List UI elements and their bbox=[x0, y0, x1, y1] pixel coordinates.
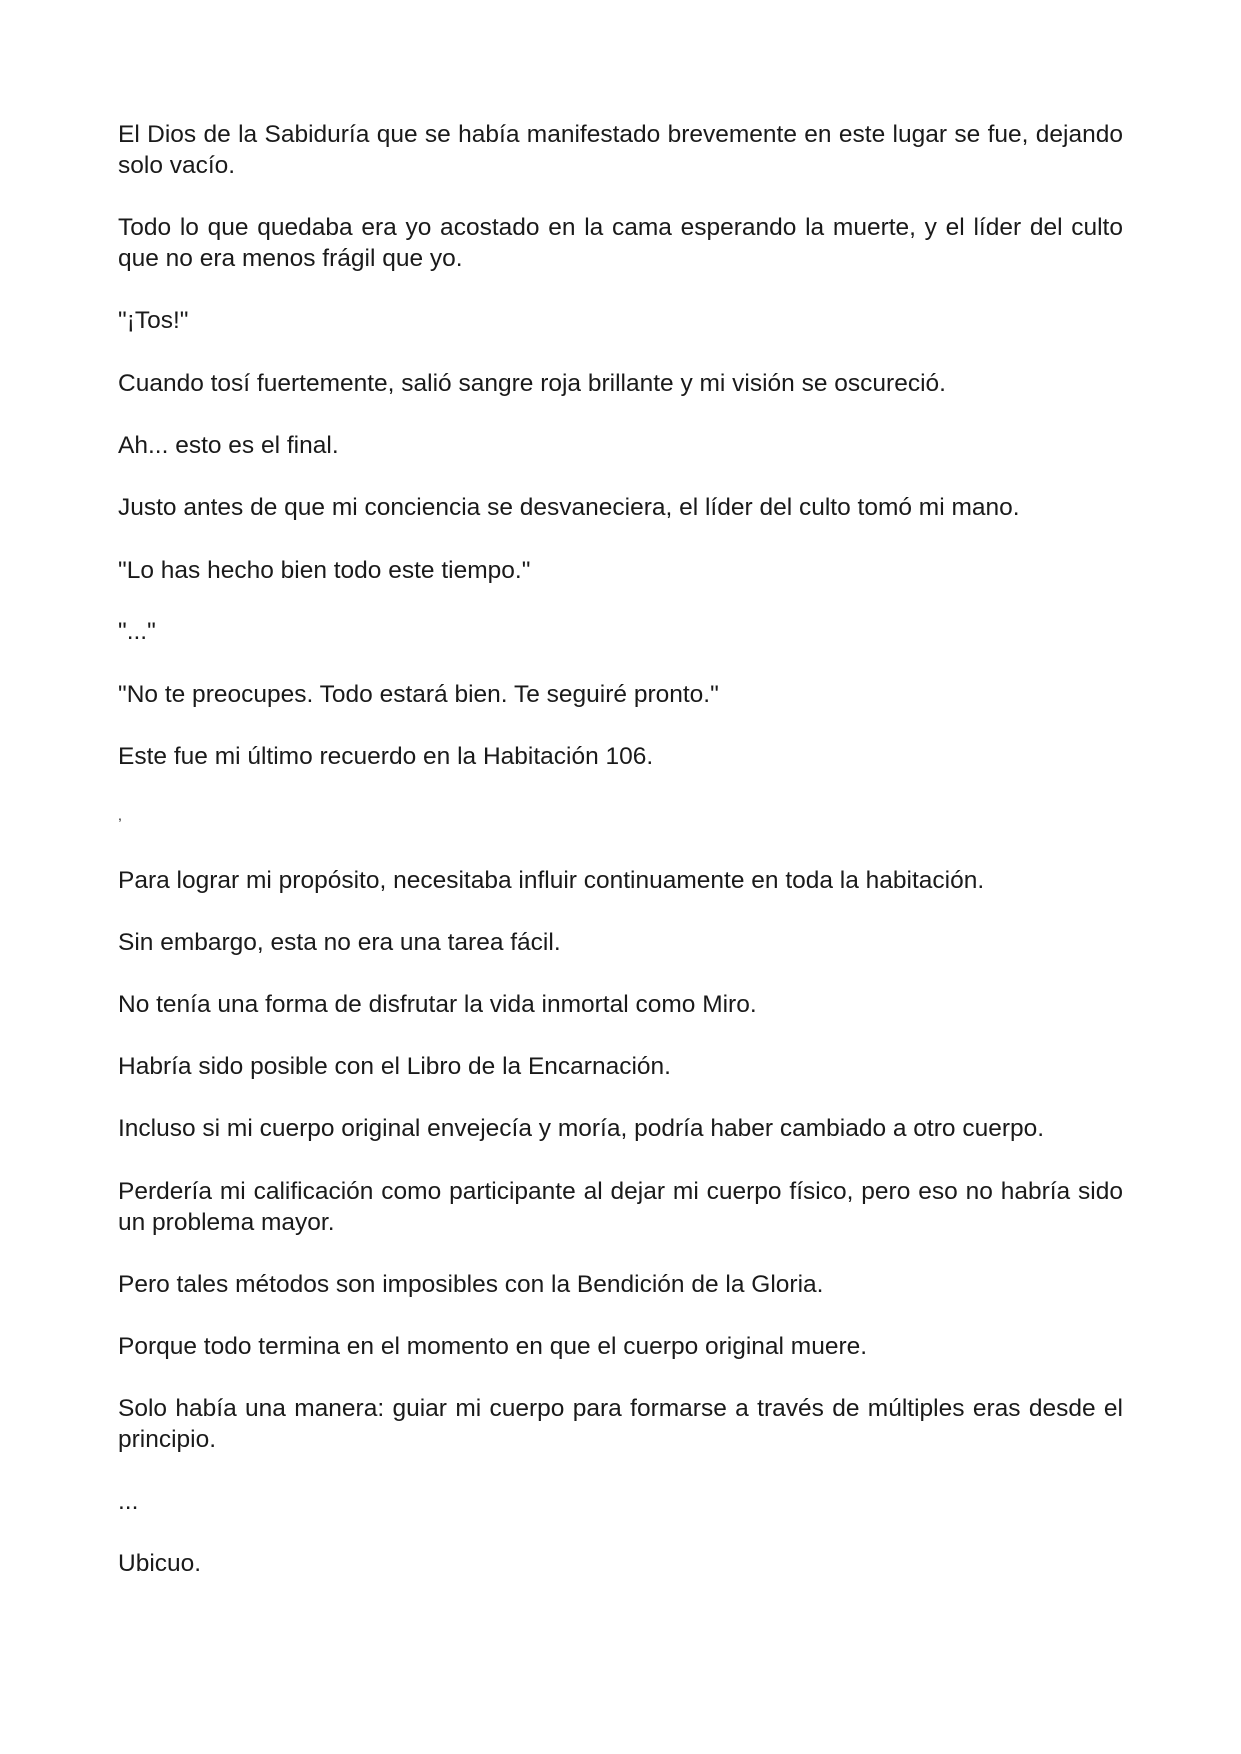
paragraph-5: Ah... esto es el final. bbox=[118, 432, 339, 459]
paragraph-7: "Lo has hecho bien todo este tiempo." bbox=[118, 557, 531, 584]
paragraph-14: No tenía una forma de disfrutar la vida inmortal como Miro. bbox=[118, 991, 757, 1018]
paragraph-9: "No te preocupes. Todo estará bien. Te seguiré pronto." bbox=[118, 681, 719, 708]
paragraph-12: Para lograr mi propósito, necesitaba influir continuamente en toda la habitación. bbox=[118, 867, 985, 894]
paragraph-10: Este fue mi último recuerdo en la Habitación 106. bbox=[118, 743, 654, 770]
paragraph-19: Porque todo termina en el momento en que el cuerpo original muere. bbox=[118, 1333, 868, 1360]
paragraph-2: Todo lo que quedaba era yo acostado en la cama esperando la muerte, y el líder del culto que no era menos frágil que yo. bbox=[118, 214, 1123, 272]
paragraph-3: "¡Tos!" bbox=[118, 307, 189, 334]
paragraph-22: Ubicuo. bbox=[118, 1550, 202, 1577]
document-page bbox=[118, 0, 1123, 1754]
paragraph-11: , bbox=[118, 807, 122, 823]
paragraph-1: El Dios de la Sabiduría que se había manifestado brevemente en este lugar se fue, dejando solo vacío. bbox=[118, 121, 1123, 179]
paragraph-17: Perdería mi calificación como participante al dejar mi cuerpo físico, pero eso no habría sido un problema mayor. bbox=[118, 1178, 1123, 1236]
paragraph-21: ... bbox=[118, 1488, 139, 1515]
paragraph-6: Justo antes de que mi conciencia se desvaneciera, el líder del culto tomó mi mano. bbox=[118, 494, 1020, 521]
paragraph-16: Incluso si mi cuerpo original envejecía y moría, podría haber cambiado a otro cuerpo. bbox=[118, 1115, 1045, 1142]
paragraph-15: Habría sido posible con el Libro de la Encarnación. bbox=[118, 1053, 671, 1080]
paragraph-18: Pero tales métodos son imposibles con la Bendición de la Gloria. bbox=[118, 1271, 824, 1298]
paragraph-13: Sin embargo, esta no era una tarea fácil. bbox=[118, 929, 561, 956]
paragraph-8: "..." bbox=[118, 618, 156, 645]
paragraph-4: Cuando tosí fuertemente, salió sangre roja brillante y mi visión se oscureció. bbox=[118, 370, 946, 397]
paragraph-20: Solo había una manera: guiar mi cuerpo para formarse a través de múltiples eras desde el principio. bbox=[118, 1395, 1123, 1453]
